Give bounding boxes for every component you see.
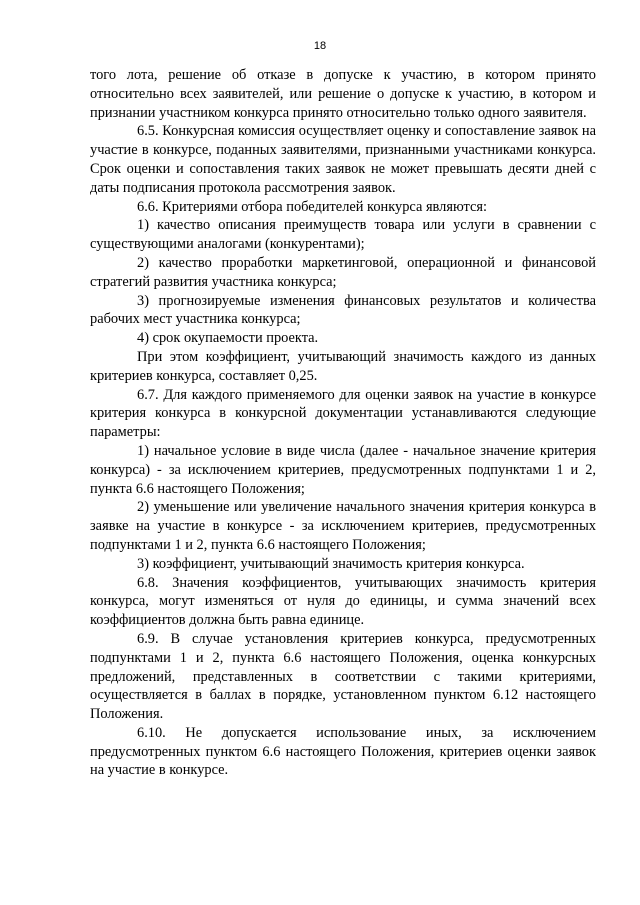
list-item-6-6-2: 2) качество проработки маркетинговой, операционной и финансовой стратегий развития участника конкурса; xyxy=(90,254,596,290)
paragraph-6-6: 6.6. Критериями отбора победителей конкурса являются: xyxy=(137,198,487,215)
list-item-6-6-1: 1) качество описания преимуществ товара или услуги в сравнении с существующими аналогами (конкурентами); xyxy=(90,217,596,253)
paragraph-6-9: 6.9. В случае установления критериев конкурса, предусмотренных подпунктами 1 и 2, пункта 6.6 настоящего Положения, оценка конкурсных предложений, представленных в соответствии с такими критериями, осуществляется в баллах в порядке, установленном пунктом 6.12 настоящего Положения. xyxy=(90,630,596,723)
paragraph-6-10: 6.10. Не допускается использование иных, за исключением предусмотренных пунктом 6.6 настоящего Положения, критериев оценки заявок на участие в конкурсе. xyxy=(90,724,596,779)
paragraph-continuation: того лота, решение об отказе в допуске к участию, в котором принято относительно всех заявителей, или решение о допуске к участию, в котором и признании участником конкурса принято относительно только одного заявителя. xyxy=(90,67,596,121)
list-item-6-6-4: 4) срок окупаемости проекта. xyxy=(137,330,319,347)
list-item-6-7-2: 2) уменьшение или увеличение начального значения критерия конкурса в заявке на участие в конкурсе - за исключением критериев, предусмотренных подпунктами 1 и 2, пункта 6.6 настоящего Положения; xyxy=(90,499,596,553)
list-item-6-6-3: 3) прогнозируемые изменения финансовых результатов и количества рабочих мест участника конкурса; xyxy=(90,292,596,328)
list-item-6-7-1: 1) начальное условие в виде числа (далее - начальное значение критерия конкурса) - за исключением критериев, предусмотренных подпунктами 1 и 2, пункта 6.6 настоящего Положения; xyxy=(90,442,596,497)
paragraph-coefficient-note: При этом коэффициент, учитывающий значимость каждого из данных критериев конкурса, составляет 0,25. xyxy=(90,348,596,384)
paragraph-6-7: 6.7. Для каждого применяемого для оценки заявок на участие в конкурсе критерия конкурса в конкурсной документации устанавливаются следующие параметры: xyxy=(90,386,596,441)
page-number: 18 xyxy=(313,40,327,52)
list-item-6-7-3: 3) коэффициент, учитывающий значимость критерия конкурса. xyxy=(137,555,525,572)
paragraph-6-5: 6.5. Конкурсная комиссия осуществляет оценку и сопоставление заявок на участие в конкурсе, поданных заявителями, признанными участниками конкурса. Срок оценки и сопоставления таких заявок не может превышать десяти дней с даты подписания протокола рассмотрения заявок. xyxy=(90,123,596,196)
document-body xyxy=(90,66,596,780)
paragraph-6-8: 6.8. Значения коэффициентов, учитывающих значимость критерия конкурса, могут изменяться от нуля до единицы, и сумма значений всех коэффициентов должна быть равна единице. xyxy=(90,574,596,629)
